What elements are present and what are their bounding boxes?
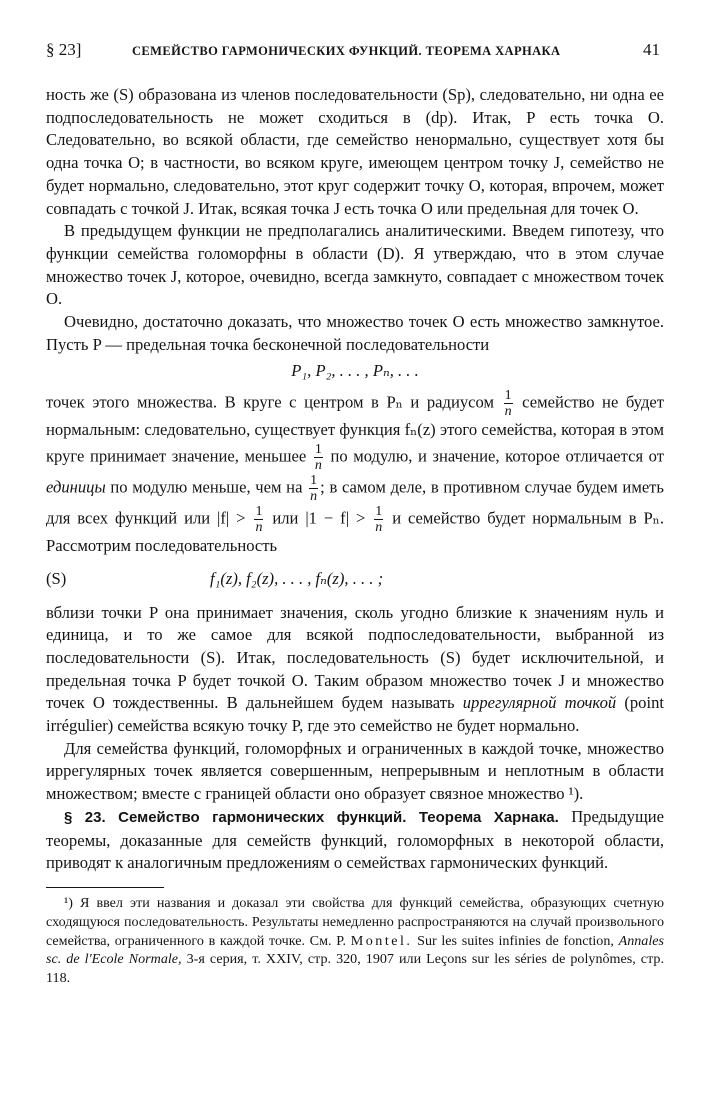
footnote-author: Montel.	[350, 932, 413, 949]
p4-text-2: семейство не будет нормальным: следовательно, существует функция fₙ(z) этого семейства, которая в этом круге принимает значение, меньшее	[46, 392, 664, 466]
sequence-body: f₁(z), f₂(z), . . . , fₙ(z), . . . ;	[210, 568, 384, 588]
sequence-label: (S)	[46, 568, 67, 588]
p4-italic-unit: единицы	[46, 477, 106, 497]
display-sequence-functions	[46, 562, 664, 596]
p4-text-7: и семейство будет нормальным в Pₙ. Рассмотрим последовательность	[46, 508, 665, 555]
p4-text-6: или |1 − f| >	[272, 508, 366, 528]
header-title: СЕМЕЙСТВО ГАРМОНИЧЕСКИХ ФУНКЦИЙ. ТЕОРЕМА ХАРНАКА	[132, 44, 561, 58]
display-sequence-points: P₁, P₂, . . . , Pₙ, . . .	[291, 361, 419, 381]
p5-text-2: (point irrégulier) семейства всякую точку P, где это семейство не будет нормально.	[46, 693, 664, 736]
paragraph-5	[46, 602, 664, 738]
fraction-1-over-n: $\frac{1}{n}$	[504, 388, 512, 420]
page-number: 41	[643, 40, 660, 59]
body-text	[46, 84, 664, 988]
header-section: § 23]	[46, 40, 82, 59]
footnote-text-3: 3-я серия, т. XXIV, стр. 320, 1907 или Leçons sur les séries de polynômes, стр. 118.	[46, 951, 664, 987]
fraction-1-over-n: $\frac{1}{n}$	[310, 472, 318, 504]
p4-text-5: ; в самом деле, в противном случае будем иметь для всех функций или |f| >	[46, 477, 665, 528]
footnote-text-2: Sur les suites infinies de fonction,	[417, 932, 614, 949]
section-23-text: Предыдущие теоремы, доказанные для семейств функций, голоморфных в некоторой области, приводят к аналогичным предложениям о семействах гармонических функций.	[46, 806, 664, 873]
p4-text-4: по модулю меньше, чем на	[110, 477, 303, 497]
paragraph-4	[46, 388, 664, 557]
p4-text-1: точек этого множества. В круге с центром в Pₙ и радиусом	[46, 392, 495, 412]
fraction-1-over-n: $\frac{1}{n}$	[314, 441, 322, 473]
paragraph-6: Для семейства функций, голоморфных и ограниченных в каждой точке, множество иррегулярных точек является совершенным, непрерывным и неплотным в области множеством; вместе с границей области оно образует связное множество ¹).	[46, 738, 664, 804]
running-header	[46, 36, 660, 66]
fraction-1-over-n: $\frac{1}{n}$	[375, 503, 383, 535]
footnote-journal: Annales sc. de l'Ecole Normale,	[46, 932, 665, 968]
p5-text-1: вблизи точки P она принимает значения, сколь угодно близкие к значениям нуль и единица, и то же самое для всякой подпоследовательности, выбранной из последовательности (S). Итак, последовательность (S) будет исключительной, и предельная точка P будет точкой O. Таким образом множество точек J и множество точек O тождественны. В дальнейшем будем называть	[46, 602, 664, 713]
footnote	[46, 894, 664, 988]
p5-italic-term: иррегулярной точкой	[462, 693, 617, 713]
section-23-title: § 23. Семейство гармонических функций. Теорема Харнака.	[64, 808, 559, 826]
fraction-1-over-n: $\frac{1}{n}$	[255, 503, 263, 535]
section-23	[46, 806, 664, 875]
paragraph-2: В предыдущем функции не предполагались аналитическими. Введем гипотезу, что функции семейства голоморфны в области (D). Я утверждаю, что в этом случае множество точек J, которое, очевидно, всегда замкнуто, совпадает с множеством точек O.	[46, 221, 664, 309]
paragraph-3: Очевидно, достаточно доказать, что множество точек O есть множество замкнутое. Пусть P — предельная точка бесконечной последовательности	[46, 312, 664, 354]
footnote-rule	[46, 887, 164, 888]
paragraph-1: ность же (S) образована из членов последовательности (Sp), следовательно, ни одна ее подпоследовательность не может сходиться в (dp). Итак, P есть точка O. Следовательно, во всякой области, где семейство ненормально, существует хотя бы одна точка O; в частности, во всяком круге, имеющем центром точку J, семейство не будет нормально, следовательно, этот круг содержит точку O, которая, впрочем, может совпадать с точкой J. Итак, всякая точка J есть точка O или предельная для точек O.	[46, 85, 664, 218]
p4-text-3: по модулю, и значение, которое отличается от	[330, 446, 664, 466]
footnote-text-1: ¹) Я ввел эти названия и доказал эти свойства для функций семейства, образующих счетную сходящуюся последовательность. Результаты немедленно распространяются на случай произвольного семейства, ограниченного в каждой точке. См. P.	[46, 894, 664, 949]
